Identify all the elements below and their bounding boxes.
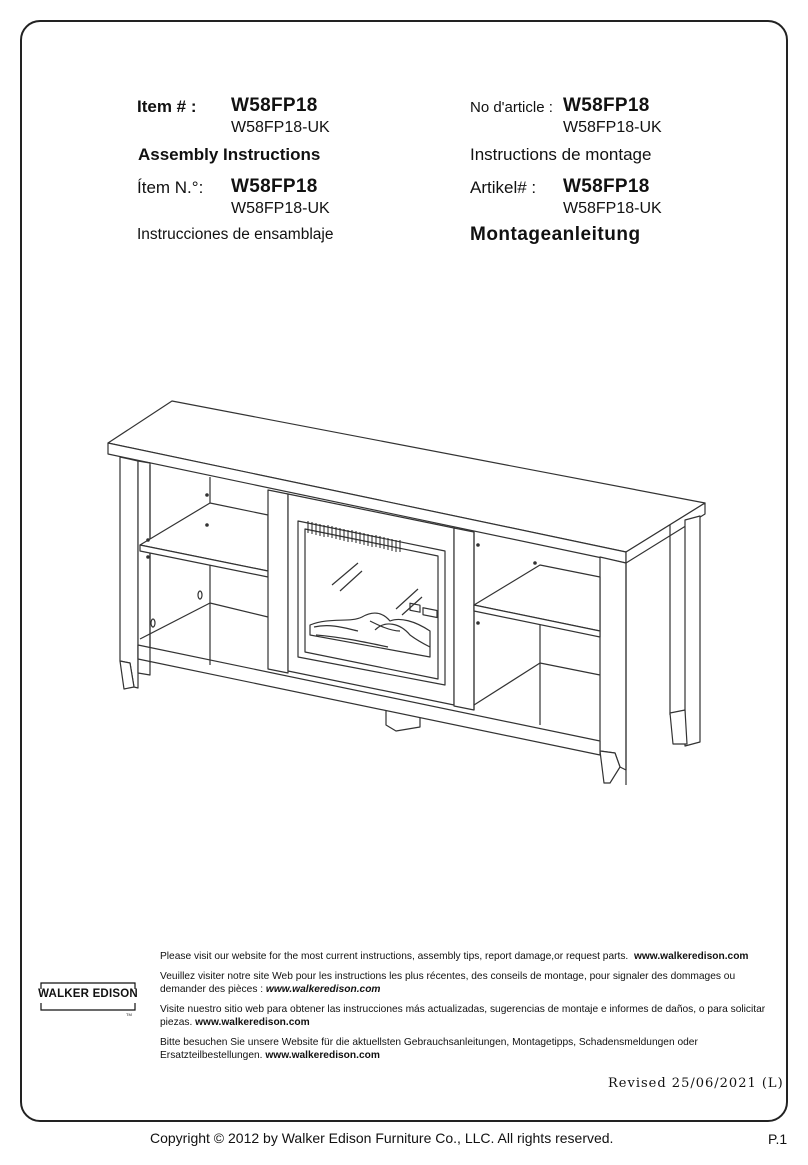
item-code-es: W58FP18 bbox=[231, 176, 318, 197]
title-de: Montageanleitung bbox=[470, 224, 641, 245]
note-de-url[interactable]: www.walkeredison.com bbox=[265, 1050, 380, 1061]
item-code-de: W58FP18 bbox=[563, 176, 650, 197]
title-en: Assembly Instructions bbox=[138, 145, 321, 164]
note-fr-text: Veuillez visiter notre site Web pour les instructions les plus récentes, des conseils de montage, pour signaler des dommages ou demander des pièces : bbox=[160, 971, 736, 995]
note-es bbox=[160, 1003, 766, 1029]
note-en bbox=[160, 950, 766, 963]
note-de bbox=[160, 1036, 766, 1062]
item-code-uk-fr: W58FP18-UK bbox=[563, 119, 662, 136]
title-fr: Instructions de montage bbox=[470, 145, 652, 164]
note-fr-url[interactable]: www.walkeredison.com bbox=[265, 984, 381, 995]
item-code-en: W58FP18 bbox=[231, 95, 318, 116]
note-de-text: Bitte besuchen Sie unsere Website für die aktuellsten Gebrauchsanleitungen, Montagetipps, Schadensmeldungen oder Ersatzteilbestellungen. bbox=[160, 1037, 698, 1061]
item-code-uk-de: W58FP18-UK bbox=[563, 200, 662, 217]
tv-stand-fireplace-illustration bbox=[100, 395, 710, 790]
note-es-text: Visite nuestro sitio web para obtener las instrucciones más actualizadas, sugerencias de montaje e informes de daños, o para solicitar piezas. bbox=[160, 1004, 766, 1028]
note-en-url[interactable]: www.walkeredison.com bbox=[633, 951, 749, 962]
item-label-fr: No d'article : bbox=[470, 99, 553, 116]
revised-date: Revised 25/06/2021 (L) bbox=[608, 1076, 784, 1091]
item-label-de: Artikel# : bbox=[470, 178, 537, 197]
logo-wordmark: WALKER EDISON bbox=[38, 988, 138, 1000]
walker-edison-logo bbox=[38, 981, 138, 1017]
item-code-fr: W58FP18 bbox=[563, 95, 650, 116]
item-label-en: Item # : bbox=[137, 97, 197, 116]
logo-tm: TM bbox=[126, 1012, 132, 1017]
note-es-url[interactable]: www.walkeredison.com bbox=[195, 1017, 310, 1028]
item-label-es: Ítem N.°: bbox=[137, 178, 204, 197]
copyright: Copyright © 2012 by Walker Edison Furniture Co., LLC. All rights reserved. bbox=[150, 1130, 614, 1146]
item-code-uk-en: W58FP18-UK bbox=[231, 119, 330, 136]
note-fr bbox=[160, 970, 766, 996]
website-notes bbox=[160, 950, 766, 1069]
title-es: Instrucciones de ensamblaje bbox=[137, 226, 334, 243]
item-code-uk-es: W58FP18-UK bbox=[231, 200, 330, 217]
note-en-text: Please visit our website for the most current instructions, assembly tips, report damage,or request parts. bbox=[160, 951, 629, 962]
page-number: P.1 bbox=[768, 1131, 788, 1147]
